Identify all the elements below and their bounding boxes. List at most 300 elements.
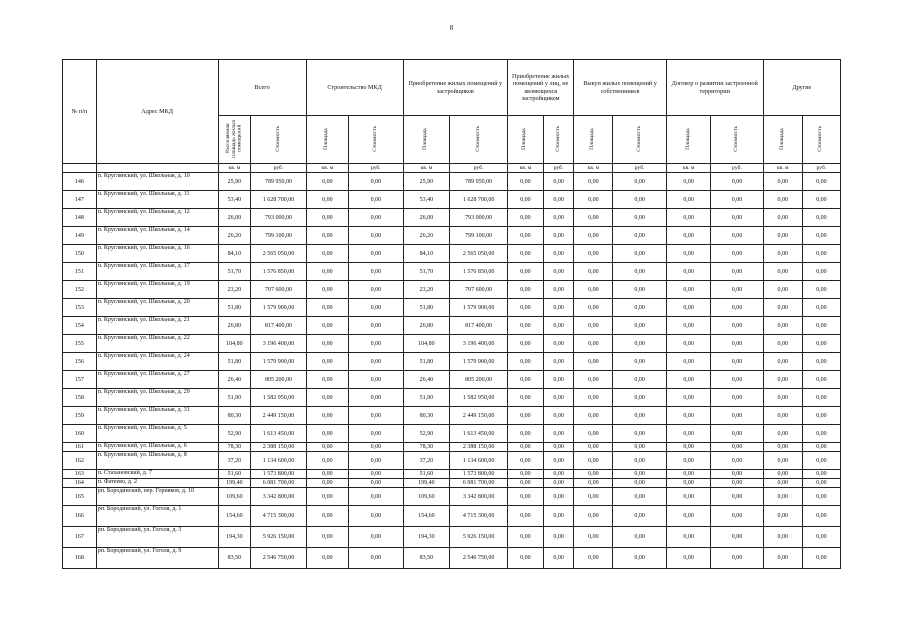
nondeveloper-area: 0,00 [507,209,543,227]
buyout-cost: 0,00 [613,353,666,371]
nondeveloper-area: 0,00 [507,407,543,425]
buyout-area: 0,00 [574,389,613,407]
table-row [63,470,841,479]
buyout-cost: 0,00 [613,425,666,443]
nondeveloper-cost: 0,00 [543,173,573,191]
developer-cost: 1 628 700,00 [450,191,508,209]
row-number: 159 [63,407,97,425]
row-number: 168 [63,548,97,569]
total-area: 199,40 [218,479,251,488]
buyout-cost: 0,00 [613,470,666,479]
nondeveloper-area: 0,00 [507,470,543,479]
total-cost: 805 200,00 [251,371,306,389]
developer-area: 26,40 [403,371,450,389]
other-cost: 0,00 [802,173,840,191]
buyout-cost: 0,00 [613,209,666,227]
developer-area: 80,30 [403,407,450,425]
other-cost: 0,00 [802,263,840,281]
other-cost: 0,00 [802,209,840,227]
group-development-contract-header: Договор о развитии застроенной территории [666,60,763,116]
sub-header-area: Площадь [507,116,543,164]
table-row [63,407,841,425]
development-contract-cost: 0,00 [711,443,763,452]
development-contract-cost: 0,00 [711,335,763,353]
row-number: 163 [63,470,97,479]
other-cost: 0,00 [802,335,840,353]
unit-empty [63,164,97,173]
total-area: 26,00 [218,209,251,227]
development-contract-area: 0,00 [666,452,711,470]
table-row [63,506,841,527]
total-cost: 789 950,00 [251,173,306,191]
other-cost: 0,00 [802,488,840,506]
developer-area: 26,00 [403,209,450,227]
developer-cost: 1 579 900,00 [450,353,508,371]
nondeveloper-cost: 0,00 [543,506,573,527]
developer-area: 84,10 [403,245,450,263]
buyout-cost: 0,00 [613,506,666,527]
nondeveloper-area: 0,00 [507,443,543,452]
nondeveloper-area: 0,00 [507,548,543,569]
total-cost: 4 715 300,00 [251,506,306,527]
table-row [63,425,841,443]
buyout-area: 0,00 [574,407,613,425]
total-area: 51,60 [218,470,251,479]
other-cost: 0,00 [802,548,840,569]
total-area: 78,30 [218,443,251,452]
nondeveloper-cost: 0,00 [543,443,573,452]
resettlement-table [62,59,841,569]
table-row [63,527,841,548]
construction-area: 0,00 [306,209,348,227]
table-row [63,548,841,569]
construction-area: 0,00 [306,371,348,389]
developer-area: 199,40 [403,479,450,488]
table-row [63,209,841,227]
nondeveloper-area: 0,00 [507,191,543,209]
row-number: 149 [63,227,97,245]
other-area: 0,00 [763,371,802,389]
construction-cost: 0,00 [349,299,403,317]
other-area: 0,00 [763,353,802,371]
total-area: 154,60 [218,506,251,527]
buyout-area: 0,00 [574,317,613,335]
construction-area: 0,00 [306,227,348,245]
row-address: п. Стахановский, д. 7 [96,470,218,479]
other-cost: 0,00 [802,425,840,443]
development-contract-area: 0,00 [666,335,711,353]
sub-header-resettled-area: Расселяемая площадь жилых помещений [218,116,251,164]
construction-area: 0,00 [306,389,348,407]
nondeveloper-area: 0,00 [507,527,543,548]
total-area: 53,40 [218,191,251,209]
other-area: 0,00 [763,452,802,470]
row-number: 154 [63,317,97,335]
development-contract-area: 0,00 [666,263,711,281]
total-area: 104,80 [218,335,251,353]
row-address: п. Круглянский, ул. Школьная, д. 21 [96,317,218,335]
other-area: 0,00 [763,263,802,281]
group-other-header: Другие [763,60,840,116]
developer-cost: 1 579 900,00 [450,299,508,317]
development-contract-cost: 0,00 [711,479,763,488]
developer-cost: 3 196 400,00 [450,335,508,353]
development-contract-area: 0,00 [666,353,711,371]
table-row [63,299,841,317]
row-number: 150 [63,245,97,263]
developer-area: 104,80 [403,335,450,353]
unit-sqm: кв. м [574,164,613,173]
nondeveloper-cost: 0,00 [543,425,573,443]
buyout-area: 0,00 [574,353,613,371]
developer-cost: 707 600,00 [450,281,508,299]
nondeveloper-area: 0,00 [507,245,543,263]
row-number: 152 [63,281,97,299]
table-row [63,443,841,452]
row-address: п. Круглянский, ул. Школьная, д. 5 [96,425,218,443]
total-area: 51,70 [218,263,251,281]
buyout-cost: 0,00 [613,452,666,470]
total-area: 37,20 [218,452,251,470]
row-address: рп. Бородинский, ул. Гоголя, д. 1 [96,506,218,527]
other-cost: 0,00 [802,452,840,470]
buyout-area: 0,00 [574,479,613,488]
unit-sqm: кв. м [218,164,251,173]
nondeveloper-cost: 0,00 [543,407,573,425]
buyout-area: 0,00 [574,209,613,227]
other-cost: 0,00 [802,527,840,548]
sub-header-cost: Стоимость [349,116,403,164]
developer-area: 51,80 [403,299,450,317]
buyout-cost: 0,00 [613,227,666,245]
development-contract-area: 0,00 [666,443,711,452]
row-number: 156 [63,353,97,371]
development-contract-cost: 0,00 [711,527,763,548]
group-total-header: Всего [218,60,306,116]
development-contract-cost: 0,00 [711,209,763,227]
development-contract-area: 0,00 [666,470,711,479]
row-number: 147 [63,191,97,209]
other-cost: 0,00 [802,506,840,527]
buyout-area: 0,00 [574,371,613,389]
construction-area: 0,00 [306,407,348,425]
nondeveloper-cost: 0,00 [543,527,573,548]
construction-area: 0,00 [306,425,348,443]
developer-cost: 6 081 700,00 [450,479,508,488]
nondeveloper-cost: 0,00 [543,299,573,317]
other-area: 0,00 [763,191,802,209]
other-area: 0,00 [763,209,802,227]
total-area: 84,10 [218,245,251,263]
table-row [63,317,841,335]
sub-header-area: Площадь [306,116,348,164]
table-row [63,371,841,389]
development-contract-area: 0,00 [666,407,711,425]
nondeveloper-cost: 0,00 [543,209,573,227]
table-row [63,488,841,506]
development-contract-area: 0,00 [666,479,711,488]
row-address: п. Круглянский, ул. Школьная, д. 14 [96,227,218,245]
developer-area: 25,90 [403,173,450,191]
row-number: 157 [63,371,97,389]
other-cost: 0,00 [802,317,840,335]
total-cost: 2 449 150,00 [251,407,306,425]
total-area: 26,80 [218,317,251,335]
development-contract-area: 0,00 [666,281,711,299]
buyout-area: 0,00 [574,245,613,263]
development-contract-area: 0,00 [666,245,711,263]
construction-cost: 0,00 [349,281,403,299]
total-cost: 3 196 400,00 [251,335,306,353]
table-row [63,281,841,299]
row-address: п. Круглянский, ул. Школьная, д. 19 [96,281,218,299]
buyout-cost: 0,00 [613,407,666,425]
developer-area: 52,90 [403,425,450,443]
buyout-area: 0,00 [574,263,613,281]
sub-header-area: Площадь [574,116,613,164]
buyout-area: 0,00 [574,506,613,527]
nondeveloper-cost: 0,00 [543,470,573,479]
development-contract-area: 0,00 [666,173,711,191]
row-number: 164 [63,479,97,488]
construction-area: 0,00 [306,317,348,335]
buyout-cost: 0,00 [613,335,666,353]
other-area: 0,00 [763,281,802,299]
buyout-cost: 0,00 [613,443,666,452]
developer-area: 154,60 [403,506,450,527]
developer-area: 26,80 [403,317,450,335]
construction-area: 0,00 [306,488,348,506]
buyout-cost: 0,00 [613,371,666,389]
nondeveloper-area: 0,00 [507,299,543,317]
other-cost: 0,00 [802,245,840,263]
development-contract-cost: 0,00 [711,173,763,191]
unit-rub: руб. [251,164,306,173]
buyout-area: 0,00 [574,281,613,299]
total-area: 109,60 [218,488,251,506]
total-cost: 707 600,00 [251,281,306,299]
other-area: 0,00 [763,245,802,263]
table-body [63,173,841,569]
other-cost: 0,00 [802,353,840,371]
nondeveloper-cost: 0,00 [543,452,573,470]
construction-cost: 0,00 [349,245,403,263]
construction-cost: 0,00 [349,425,403,443]
development-contract-area: 0,00 [666,209,711,227]
buyout-cost: 0,00 [613,263,666,281]
construction-area: 0,00 [306,548,348,569]
sub-header-area: Площадь [403,116,450,164]
nondeveloper-cost: 0,00 [543,371,573,389]
developer-cost: 789 950,00 [450,173,508,191]
unit-rub: руб. [349,164,403,173]
other-area: 0,00 [763,425,802,443]
development-contract-cost: 0,00 [711,227,763,245]
group-nondeveloper-purchase-header: Приобретение жилых помещений у лиц, не являющихся застройщиком [507,60,573,116]
nondeveloper-cost: 0,00 [543,488,573,506]
construction-cost: 0,00 [349,479,403,488]
sub-header-area: Площадь [666,116,711,164]
buyout-area: 0,00 [574,470,613,479]
sub-header-cost: Стоимость [613,116,666,164]
buyout-cost: 0,00 [613,245,666,263]
total-area: 23,20 [218,281,251,299]
construction-area: 0,00 [306,173,348,191]
row-number: 151 [63,263,97,281]
total-cost: 2 565 050,00 [251,245,306,263]
construction-cost: 0,00 [349,506,403,527]
other-cost: 0,00 [802,470,840,479]
nondeveloper-cost: 0,00 [543,353,573,371]
total-cost: 799 100,00 [251,227,306,245]
total-area: 83,50 [218,548,251,569]
row-address: п. Круглянский, ул. Школьная, д. 8 [96,452,218,470]
table-row [63,245,841,263]
construction-area: 0,00 [306,443,348,452]
table-row [63,173,841,191]
developer-area: 51,80 [403,353,450,371]
development-contract-cost: 0,00 [711,425,763,443]
other-area: 0,00 [763,479,802,488]
construction-cost: 0,00 [349,389,403,407]
buyout-cost: 0,00 [613,548,666,569]
row-address: п. Круглянский, ул. Школьная, д. 12 [96,209,218,227]
total-area: 194,30 [218,527,251,548]
total-area: 51,80 [218,299,251,317]
row-address: п. Фатеево, д. 2 [96,479,218,488]
construction-area: 0,00 [306,452,348,470]
developer-cost: 1 582 950,00 [450,389,508,407]
unit-rub: руб. [450,164,508,173]
other-area: 0,00 [763,506,802,527]
row-address: п. Круглянский, ул. Школьная, д. 6 [96,443,218,452]
total-cost: 6 081 700,00 [251,479,306,488]
developer-area: 194,30 [403,527,450,548]
construction-area: 0,00 [306,506,348,527]
buyout-area: 0,00 [574,452,613,470]
total-cost: 3 342 800,00 [251,488,306,506]
row-number: 158 [63,389,97,407]
nondeveloper-cost: 0,00 [543,245,573,263]
total-area: 26,20 [218,227,251,245]
developer-cost: 793 000,00 [450,209,508,227]
unit-sqm: кв. м [403,164,450,173]
total-cost: 1 613 450,00 [251,425,306,443]
construction-cost: 0,00 [349,443,403,452]
development-contract-area: 0,00 [666,527,711,548]
table-row [63,452,841,470]
other-cost: 0,00 [802,281,840,299]
total-area: 51,90 [218,389,251,407]
developer-cost: 2 546 750,00 [450,548,508,569]
construction-area: 0,00 [306,527,348,548]
construction-cost: 0,00 [349,353,403,371]
row-address: п. Круглянский, ул. Школьная, д. 10 [96,173,218,191]
unit-sqm: кв. м [507,164,543,173]
development-contract-cost: 0,00 [711,281,763,299]
row-number: 146 [63,173,97,191]
other-area: 0,00 [763,335,802,353]
nondeveloper-area: 0,00 [507,353,543,371]
buyout-cost: 0,00 [613,281,666,299]
nondeveloper-area: 0,00 [507,227,543,245]
buyout-area: 0,00 [574,548,613,569]
construction-area: 0,00 [306,263,348,281]
buyout-cost: 0,00 [613,191,666,209]
row-number: 155 [63,335,97,353]
nondeveloper-cost: 0,00 [543,191,573,209]
total-cost: 817 400,00 [251,317,306,335]
nondeveloper-cost: 0,00 [543,335,573,353]
development-contract-area: 0,00 [666,488,711,506]
developer-area: 51,90 [403,389,450,407]
construction-cost: 0,00 [349,527,403,548]
buyout-area: 0,00 [574,425,613,443]
developer-cost: 5 926 150,00 [450,527,508,548]
buyout-area: 0,00 [574,173,613,191]
row-address: п. Круглянский, ул. Школьная, д. 29 [96,389,218,407]
nondeveloper-cost: 0,00 [543,263,573,281]
total-cost: 1 573 800,00 [251,470,306,479]
development-contract-area: 0,00 [666,191,711,209]
construction-area: 0,00 [306,479,348,488]
development-contract-area: 0,00 [666,425,711,443]
total-cost: 1 582 950,00 [251,389,306,407]
development-contract-cost: 0,00 [711,452,763,470]
construction-cost: 0,00 [349,371,403,389]
developer-area: 26,20 [403,227,450,245]
development-contract-area: 0,00 [666,548,711,569]
developer-cost: 3 342 800,00 [450,488,508,506]
construction-cost: 0,00 [349,227,403,245]
construction-cost: 0,00 [349,263,403,281]
buyout-area: 0,00 [574,488,613,506]
table-row [63,191,841,209]
development-contract-cost: 0,00 [711,299,763,317]
construction-cost: 0,00 [349,209,403,227]
unit-sqm: кв. м [763,164,802,173]
construction-cost: 0,00 [349,317,403,335]
total-cost: 1 134 600,00 [251,452,306,470]
group-developer-purchase-header: Приобретение жилых помещений у застройщиков [403,60,507,116]
other-area: 0,00 [763,548,802,569]
nondeveloper-area: 0,00 [507,173,543,191]
other-area: 0,00 [763,527,802,548]
development-contract-area: 0,00 [666,317,711,335]
other-cost: 0,00 [802,191,840,209]
sub-header-cost: Стоимость [711,116,763,164]
developer-area: 23,20 [403,281,450,299]
total-cost: 2 546 750,00 [251,548,306,569]
unit-rub: руб. [711,164,763,173]
construction-area: 0,00 [306,299,348,317]
development-contract-area: 0,00 [666,227,711,245]
development-contract-cost: 0,00 [711,371,763,389]
developer-cost: 2 565 050,00 [450,245,508,263]
construction-cost: 0,00 [349,173,403,191]
total-area: 26,40 [218,371,251,389]
sub-header-cost: Стоимость [251,116,306,164]
nondeveloper-area: 0,00 [507,506,543,527]
other-area: 0,00 [763,407,802,425]
construction-area: 0,00 [306,335,348,353]
nondeveloper-area: 0,00 [507,263,543,281]
nondeveloper-area: 0,00 [507,281,543,299]
development-contract-area: 0,00 [666,389,711,407]
total-cost: 793 000,00 [251,209,306,227]
developer-area: 53,40 [403,191,450,209]
total-cost: 1 628 700,00 [251,191,306,209]
